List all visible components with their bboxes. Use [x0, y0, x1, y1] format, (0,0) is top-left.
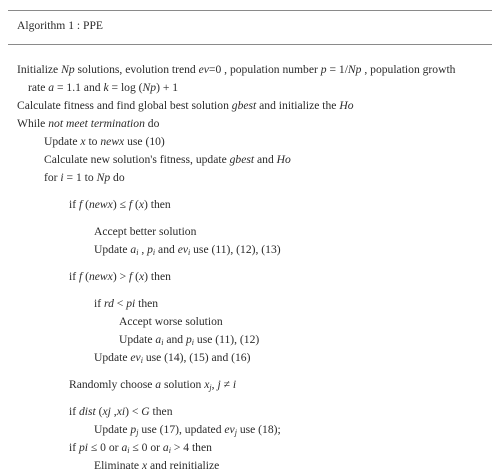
line-13: Accept worse solution: [119, 315, 223, 328]
line-7: for i = 1 to Np do: [44, 171, 125, 184]
header-rule: [8, 44, 492, 45]
line-8: if f (newx) ≤ f (x) then: [69, 198, 171, 211]
line-14: Update $a_i$ and $p_i$ use (11), (12): [119, 333, 260, 347]
line-16: Randomly choose a solution $x_j$, j ≠ i: [69, 378, 237, 392]
line-17: if dist (xj ,xi) < G then: [69, 405, 173, 418]
line-3: Calculate fitness and find global best solution gbest and initialize the Ho: [17, 99, 354, 112]
line-15: Update $ev_i$ use (14), (15) and (16): [94, 351, 251, 365]
line-2: rate a = 1.1 and k = log (Np) + 1: [28, 81, 179, 94]
line-9: Accept better solution: [94, 225, 197, 238]
line-1: Initialize Np solutions, evolution trend ev=0 , population number p = 1/Np , population growth: [17, 63, 456, 76]
line-5: Update x to newx use (10): [44, 135, 165, 148]
line-20: Eliminate x and reinitialize: [94, 459, 220, 472]
line-4: While not meet termination do: [17, 117, 160, 130]
algorithm-title: Algorithm 1 : PPE: [17, 19, 103, 32]
line-6: Calculate new solution's fitness, update gbest and Ho: [44, 153, 291, 166]
top-rule: [8, 10, 492, 11]
line-19: if pi ≤ 0 or $a_i \le 0$ or $a_i > 4$ then: [69, 441, 212, 455]
line-18: Update $p_j$ use (17), updated $ev_j$ use (18);: [94, 423, 281, 437]
line-11: if f (newx) > f (x) then: [69, 270, 171, 283]
line-10: Update $a_i$ , $p_i$ and $ev_i$ use (11), (12), (13): [94, 243, 281, 257]
line-12: if rd < pi then: [94, 297, 159, 310]
